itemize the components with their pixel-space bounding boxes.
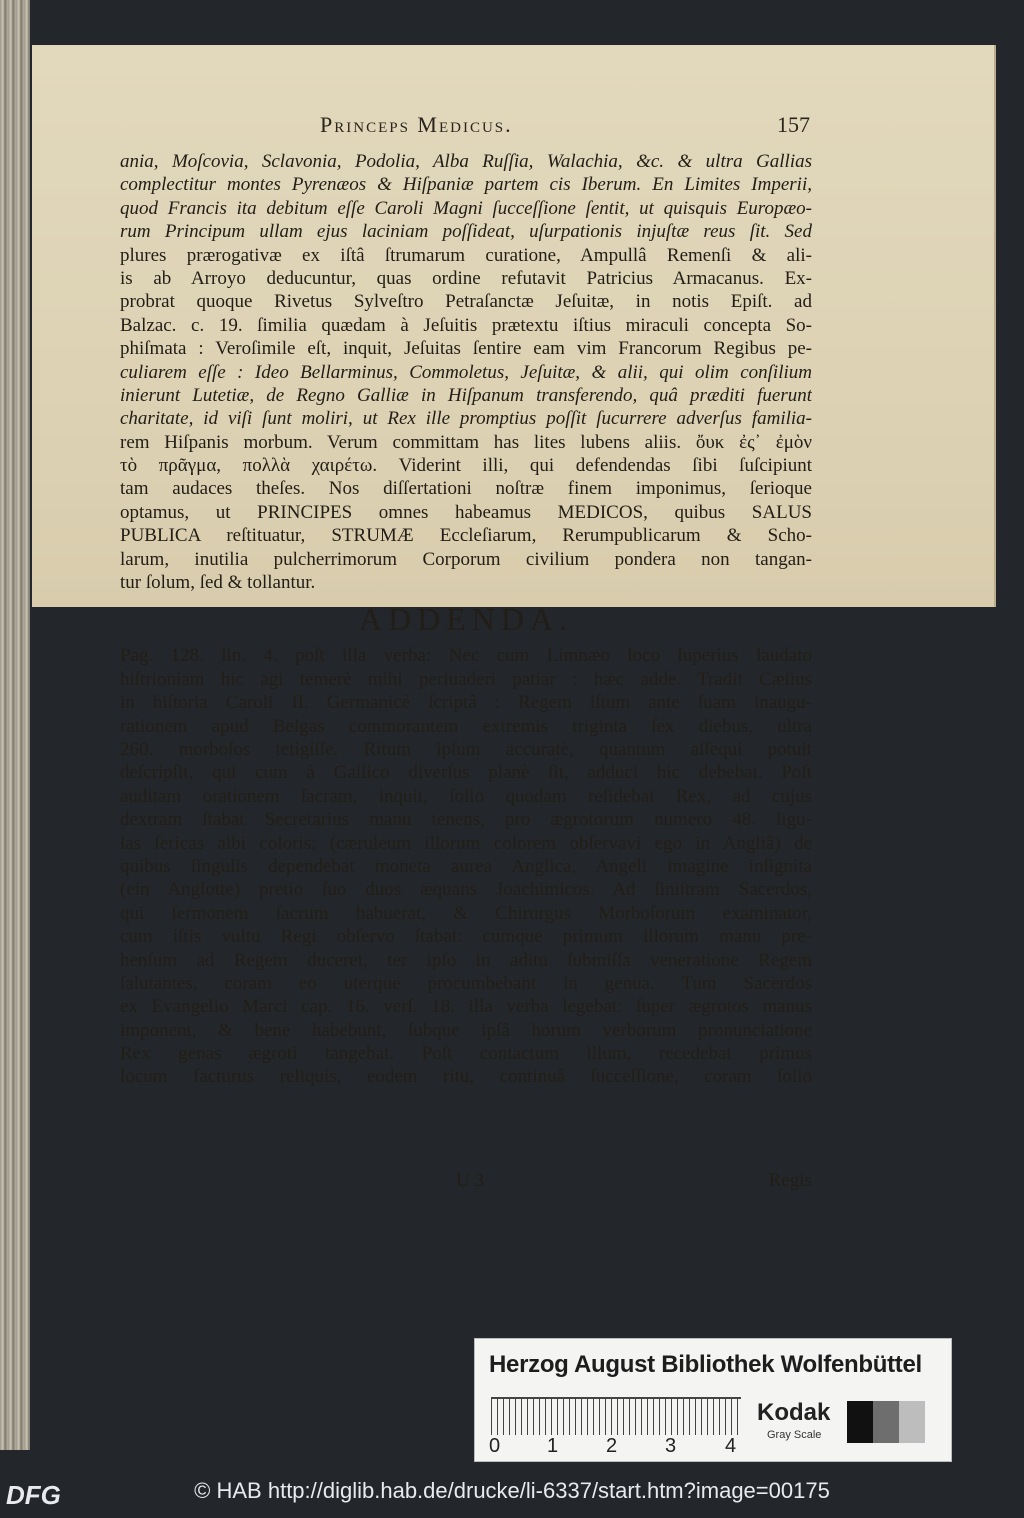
page-number: 157	[777, 112, 810, 137]
text-line: Pag. 128. lin. 4. poſt illa verba: Nec cum Limnæo loco ſuperius laudato	[120, 645, 812, 667]
gray-scale-caption: Gray Scale	[767, 1429, 822, 1441]
library-label: Herzog August Bibliothek Wolfenbüttel	[489, 1351, 922, 1378]
text-line: qui ſermonem ſacrum habuerat, & Chirurgus Morboſorum examinator,	[120, 902, 812, 924]
viewer-footer	[0, 1470, 1024, 1518]
ruler-digit: 0	[489, 1435, 501, 1457]
text-line: deſcripſit, qui cum à Gallico diverſus planè ſit, adduci hic debebat. Poſt	[120, 762, 812, 784]
ruler-scale	[491, 1397, 741, 1435]
text-line: larum, inutilia pulcherrimorum Corporum civilium pondera non tangan-	[120, 548, 812, 570]
running-head: Princeps Medicus.	[320, 112, 513, 137]
text-line: inierunt Lutetiæ, de Regno Galliæ in Hiſpanum transferendo, quâ præditi fuerunt	[120, 384, 812, 406]
text-line: rum Principum ullam ejus laciniam poſſideat, uſurpationis injuſtæ reus ſit. Sed	[120, 221, 812, 243]
text-line: Rex genas ægroti tangebat. Poſt contactum illum, recedebat primus	[120, 1043, 812, 1065]
text-line: ania, Moſcovia, Sclavonia, Podolia, Alba Ruſſia, Walachia, &c. & ultra Gallias	[120, 151, 812, 172]
text-line: tam audaces theſes. Nos diſſertationi noſtræ finem imponimus, ſerioque	[120, 478, 812, 500]
text-line: complectitur montes Pyrenæos & Hiſpaniæ partem cis Iberum. En Limites Imperii,	[120, 174, 812, 196]
text-line: (ein Anglotte) pretio ſuo duos æquans Joachimicos. Ad ſiniſtram Sacerdos,	[120, 879, 812, 901]
catchword: Regis	[768, 1170, 812, 1191]
text-line: culiarem eſſe : Ideo Bellarminus, Commoletus, Jeſuitæ, & alii, qui olim conſilium	[120, 361, 812, 383]
gray-swatch-light	[899, 1401, 925, 1443]
section-heading: ADDENDA.	[358, 600, 574, 637]
body-text-addenda	[120, 644, 812, 1088]
text-line: dextram ſtabat Secretarius manu tenens, pro ægrotorum numero 48. ligu-	[120, 809, 812, 831]
page-footer-marks	[120, 1170, 812, 1194]
book-spine-edge	[0, 0, 30, 1450]
text-line: 260. morboſos tetigiſſe. Ritum ipſum accuratè, quantum aſſequi potuit	[120, 738, 812, 760]
signature-mark: U 3	[456, 1170, 484, 1191]
text-line: hiſtrioniam hic agi temerè mihi perſuaderi patiar : hæc adde. Tradit Cæſius	[120, 668, 812, 690]
text-line: probrat quoque Rivetus Sylveſtro Petraſanctæ Jeſuitæ, in notis Epiſt. ad	[120, 291, 812, 313]
gray-swatch-dark	[873, 1401, 899, 1443]
ruler-digit: 3	[665, 1435, 677, 1457]
text-line: rationem apud Belgas commorantem extremis triginta ſex diebus, ultra	[120, 715, 812, 737]
dfg-logo: DFG	[6, 1480, 61, 1510]
color-target-card	[474, 1338, 952, 1462]
text-line: PUBLICA reſtituatur, STRUMÆ Eccleſiarum, Rerumpublicarum & Scho-	[120, 525, 812, 547]
text-line: cum iſtis vultu Regi obſervo ſtabat: cumque primum illorum manu pre-	[120, 926, 812, 948]
text-line: rem Hiſpanis morbum. Verum committam has lites lubens aliis. ὄυκ ἐς᾽ ἐμὸν	[120, 431, 812, 453]
text-line: phiſmata : Veroſimile eſt, inquit, Jeſuitas ſentire eam vim Francorum Regibus pe-	[120, 338, 812, 360]
text-line: las ſericas albi coloris; (cæruleum illorum colorem obſervavi ego in Angliâ) de	[120, 832, 812, 854]
gray-swatch-black	[847, 1401, 873, 1443]
ruler-digits	[489, 1435, 749, 1457]
text-line: ſalutantes, coram eo uterque procumbebant in genua. Tum Sacerdos	[120, 972, 812, 994]
page-body	[120, 150, 812, 1089]
text-line: τὸ πρᾶγμα, πολλὰ χαιρέτω. Viderint illi, qui defendendas ſibi ſuſcipiunt	[120, 455, 812, 477]
text-line: Balzac. c. 19. ſimilia quædam à Jeſuitis prætextu iſtius miraculi concepta So-	[120, 314, 812, 336]
ruler-digit: 1	[547, 1435, 559, 1457]
text-line: auditam orationem ſacram, inquit, ſolio quodam reſidebat Rex, ad cujus	[120, 785, 812, 807]
text-line: optamus, ut PRINCIPES omnes habeamus MEDICOS, quibus SALUS	[120, 501, 812, 523]
page-header	[320, 112, 810, 142]
text-line: in hiſtoria Caroli II. Germanicè ſcriptâ : Regem iſtum ante ſuam inaugu-	[120, 692, 812, 714]
text-line: ex Evangelio Marci cap. 16. verſ. 18. illa verba legebat: ſuper ægrotos manus	[120, 996, 812, 1018]
copyright-link[interactable]: © HAB http://diglib.hab.de/drucke/li-6337/start.htm?image=00175	[194, 1478, 830, 1503]
body-text-top	[120, 150, 812, 594]
text-line: henſum ad Regem duceret, ter ipſo in aditu ſubmiſſa veneratione Regem	[120, 949, 812, 971]
text-line: imponent, & bene habebunt, ſubque ipſâ horum verborum pronunciatione	[120, 1019, 812, 1041]
text-line: quod Francis ita debitum eſſe Caroli Magni ſucceſſione ſentit, ut quisquis Europæo-	[120, 197, 812, 219]
text-line: tur ſolum, ſed & tollantur.	[120, 572, 316, 594]
kodak-brand: Kodak	[757, 1399, 831, 1426]
text-line: quibus ſingulis dependebat moneta aurea Anglica, Angeli imagine inſignita	[120, 855, 812, 877]
ruler-digit: 4	[725, 1435, 737, 1457]
heading-block	[120, 594, 812, 644]
text-line: is ab Arroyo deducuntur, quas ordine refutavit Patricius Armacanus. Ex-	[120, 267, 812, 289]
ruler-digit: 2	[606, 1435, 618, 1457]
text-line: locum facturus reliquis, eodem ritu, continuâ ſucceſſione, coram ſolio	[120, 1066, 812, 1088]
text-line: charitate, id viſi ſunt moliri, ut Rex ille promptius poſſit ſucurrere adverſus familia-	[120, 408, 812, 430]
text-line: plures prærogativæ ex iſtâ ſtrumarum curatione, Ampullâ Remenſi & ali-	[120, 244, 812, 266]
